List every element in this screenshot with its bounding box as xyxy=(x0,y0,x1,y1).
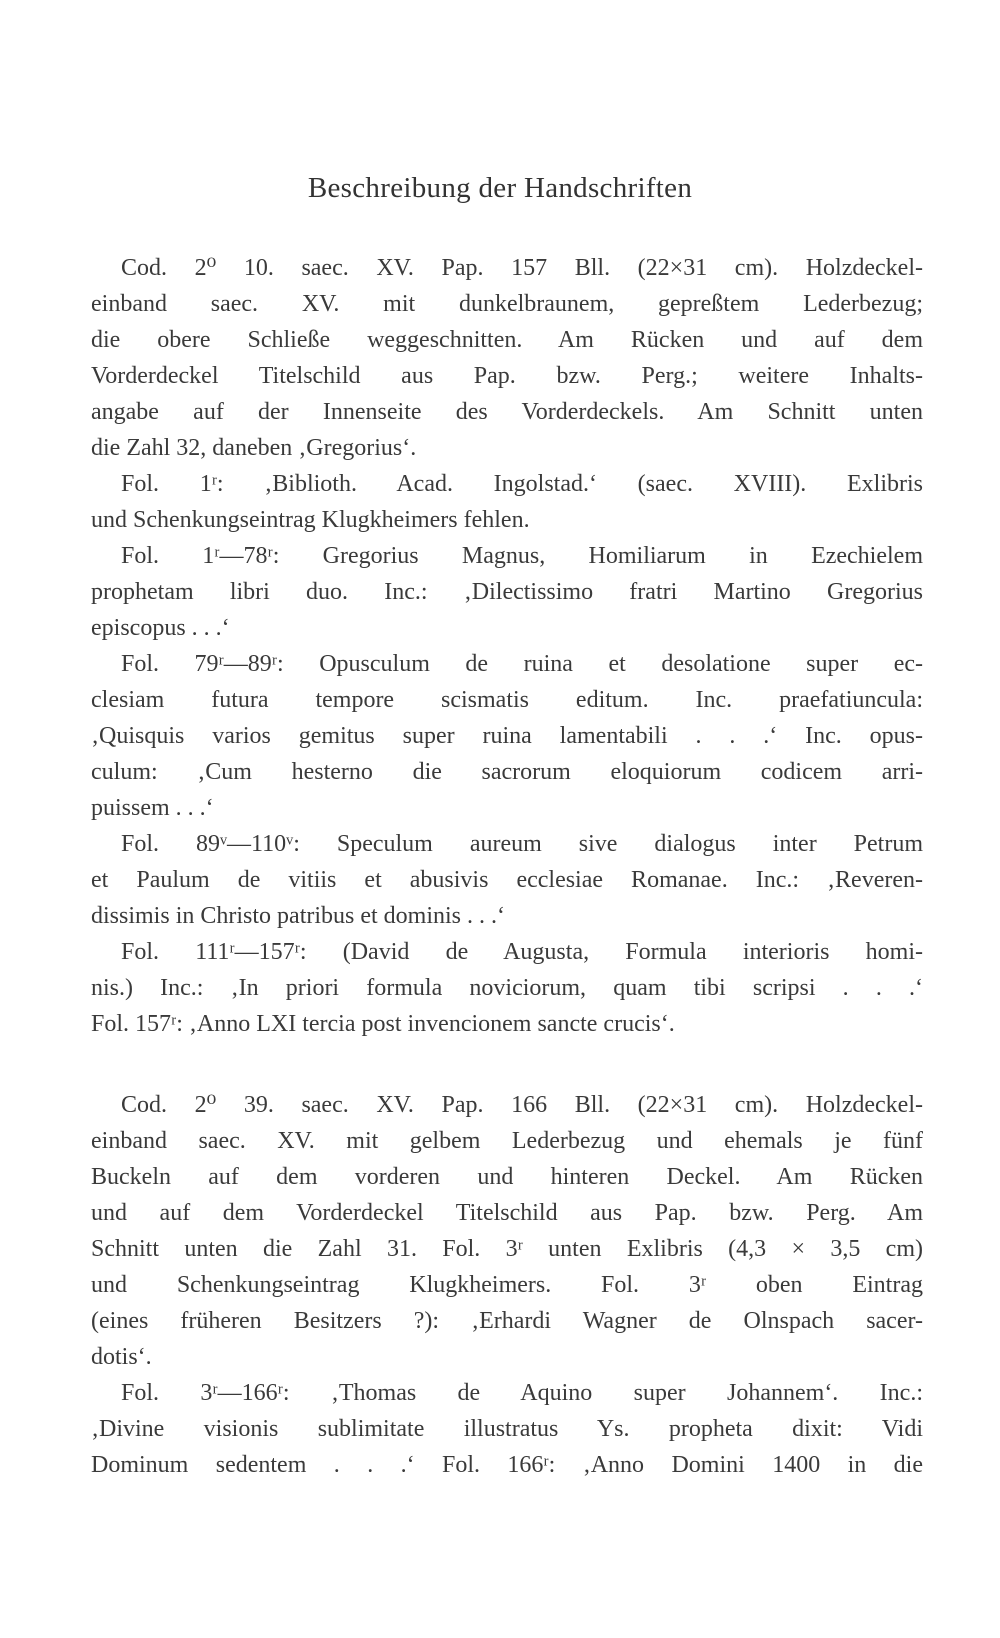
text-line: und Schenkungseintrag Klugkheimers. Fol. 3ʳ oben Eintrag xyxy=(91,1272,923,1298)
text-line: einband saec. XV. mit dunkelbraunem, gepreßtem Lederbezug; xyxy=(91,291,923,317)
manuscript-entry-cod-2-10 xyxy=(91,250,923,1042)
text-line: Fol. 89ᵛ—110ᵛ: Speculum aureum sive dialogus inter Petrum xyxy=(121,831,923,857)
text-line: und auf dem Vorderdeckel Titelschild aus Pap. bzw. Perg. Am xyxy=(91,1200,923,1226)
text-line: Fol. 157ʳ: ‚Anno LXI tercia post invencionem sancte crucis‘. xyxy=(91,1011,675,1037)
text-line: Fol. 1ʳ: ‚Biblioth. Acad. Ingolstad.‘ (saec. XVIII). Exlibris xyxy=(121,471,923,497)
text-line: Cod. 2⁰ 39. saec. XV. Pap. 166 Bll. (22×31 cm). Holzdeckel- xyxy=(121,1092,923,1118)
text-line: episcopus . . .‘ xyxy=(91,615,230,641)
text-line: dotis‘. xyxy=(91,1344,152,1370)
text-line: Vorderdeckel Titelschild aus Pap. bzw. Perg.; weitere Inhalts- xyxy=(91,363,923,389)
text-line: die Zahl 32, daneben ‚Gregorius‘. xyxy=(91,435,417,461)
text-line: und Schenkungseintrag Klugkheimers fehlen. xyxy=(91,507,530,533)
text-line: Dominum sedentem . . .‘ Fol. 166ʳ: ‚Anno Domini 1400 in die xyxy=(91,1452,923,1478)
text-line: (eines früheren Besitzers ?): ‚Erhardi Wagner de Olnspach sacer- xyxy=(91,1308,923,1334)
text-line: ‚Divine visionis sublimitate illustratus Ys. propheta dixit: Vidi xyxy=(91,1416,923,1442)
text-line: clesiam futura tempore scismatis editum. Inc. praefatiuncula: xyxy=(91,687,923,713)
text-line: ‚Quisquis varios gemitus super ruina lamentabili . . .‘ Inc. opus- xyxy=(91,723,923,749)
text-line: einband saec. XV. mit gelbem Lederbezug und ehemals je fünf xyxy=(91,1128,923,1154)
text-line: et Paulum de vitiis et abusivis ecclesiae Romanae. Inc.: ‚Reveren- xyxy=(91,867,923,893)
text-line: Fol. 3ʳ—166ʳ: ‚Thomas de Aquino super Johannem‘. Inc.: xyxy=(121,1380,923,1406)
text-line: prophetam libri duo. Inc.: ‚Dilectissimo fratri Martino Gregorius xyxy=(91,579,923,605)
text-line: nis.) Inc.: ‚In priori formula noviciorum, quam tibi scripsi . . .‘ xyxy=(91,975,923,1001)
text-line: dissimis in Christo patribus et dominis . . .‘ xyxy=(91,903,506,929)
text-line: Cod. 2⁰ 10. saec. XV. Pap. 157 Bll. (22×31 cm). Holzdeckel- xyxy=(121,255,923,281)
text-line: angabe auf der Innenseite des Vorderdeckels. Am Schnitt unten xyxy=(91,399,923,425)
text-line: Schnitt unten die Zahl 31. Fol. 3ʳ unten Exlibris (4,3 × 3,5 cm) xyxy=(91,1236,923,1262)
manuscript-entry-cod-2-39 xyxy=(91,1087,923,1483)
page-title: Beschreibung der Handschriften xyxy=(307,172,693,204)
text-line: Fol. 1ʳ—78ʳ: Gregorius Magnus, Homiliarum in Ezechielem xyxy=(121,543,923,569)
text-line: culum: ‚Cum hesterno die sacrorum eloquiorum codicem arri- xyxy=(91,759,923,785)
text-line: Buckeln auf dem vorderen und hinteren Deckel. Am Rücken xyxy=(91,1164,923,1190)
text-line: Fol. 79ʳ—89ʳ: Opusculum de ruina et desolatione super ec- xyxy=(121,651,923,677)
text-line: Fol. 111ʳ—157ʳ: (David de Augusta, Formula interioris homi- xyxy=(121,939,923,965)
text-line: die obere Schließe weggeschnitten. Am Rücken und auf dem xyxy=(91,327,923,353)
text-line: puissem . . .‘ xyxy=(91,795,214,821)
